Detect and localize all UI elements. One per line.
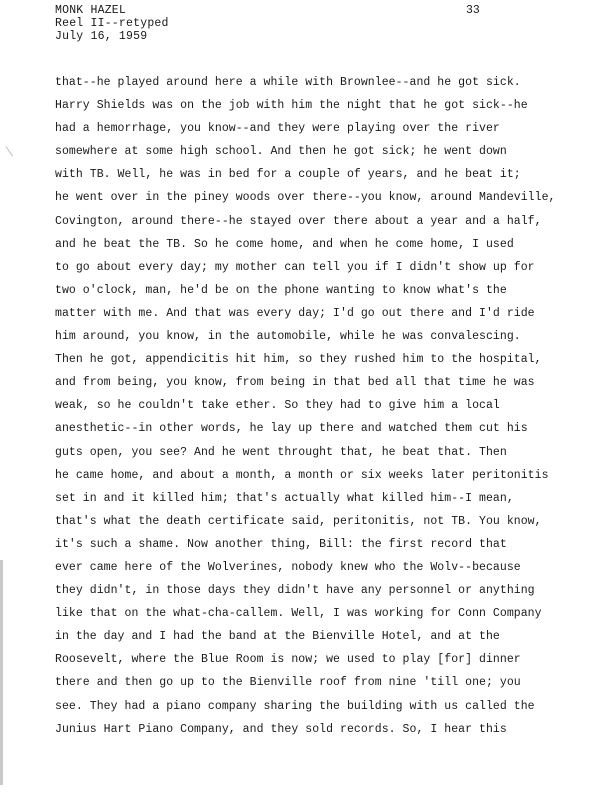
transcript-line: Roosevelt, where the Blue Room is now; we used to play [for] dinner [55,653,521,667]
transcript-body [55,71,595,741]
transcript-line: somewhere at some high school. And then he got sick; he went down [55,145,507,159]
transcript-line: had a hemorrhage, you know--and they were playing over the river [55,122,500,136]
transcript-line: like that on the what-cha-callem. Well, I was working for Conn Company [55,607,542,621]
transcript-line: that--he played around here a while with Brownlee--and he got sick. [55,76,521,89]
transcript-line: with TB. Well, he was in bed for a couple of years, and he beat it; [55,168,521,182]
transcript-line: in the day and I had the band at the Bienville Hotel, and at the [55,630,500,644]
document-header [55,4,169,43]
transcript-line: to go about every day; my mother can tell you if I didn't show up for [55,260,535,274]
transcript-line: two o'clock, man, he'd be on the phone wanting to know what's the [55,283,507,297]
transcript-line: it's such a shame. Now another thing, Bill: the first record that [55,537,507,551]
transcript-line: that's what the death certificate said, peritonitis, not TB. You know, [55,514,542,528]
transcript-line: see. They had a piano company sharing the building with us called the [55,699,535,713]
transcript-line: he came home, and about a month, a month or six weeks later peritonitis [55,468,549,482]
transcript-line: and he beat the TB. So he come home, and when he come home, I used [55,237,514,251]
header-name: MONK HAZEL [55,4,127,17]
transcript-line: Covington, around there--he stayed over there about a year and a half, [55,214,542,228]
transcript-line: anesthetic--in other words, he lay up there and watched them cut his [55,422,528,436]
header-date: July 16, 1959 [55,30,148,43]
transcript-line: ever came here of the Wolverines, nobody knew who the Wolv--because [55,560,521,574]
transcript-line: him around, you know, in the automobile, while he was convalescing. [55,330,521,344]
transcript-line: matter with me. And that was every day; I'd go out there and I'd ride [55,306,535,320]
transcript-line: and from being, you know, from being in that bed all that time he was [55,376,535,390]
transcript-line: guts open, you see? And he went throught that, he beat that. Then [55,445,507,459]
header-reel: Reel II--retyped [55,17,169,30]
stray-scan-mark [5,142,19,157]
transcript-line: weak, so he couldn't take ether. So they had to give him a local [55,399,500,413]
transcript-line: Junius Hart Piano Company, and they sold records. So, I hear this [55,722,507,736]
transcript-line: set in and it killed him; that's actually what killed him--I mean, [55,491,514,505]
transcript-line: there and then go up to the Bienville roof from nine 'till one; you [55,676,521,690]
transcript-line: Then he got, appendicitis hit him, so they rushed him to the hospital, [55,353,542,367]
scan-edge-shadow [0,560,3,785]
transcript-line: Harry Shields was on the job with him the night that he got sick--he [55,99,528,113]
transcript-line: they didn't, in those days they didn't have any personnel or anything [55,584,535,598]
transcript-line: he went over in the piney woods over there--you know, around Mandeville, [55,191,556,205]
page-number: 33 [466,4,480,17]
